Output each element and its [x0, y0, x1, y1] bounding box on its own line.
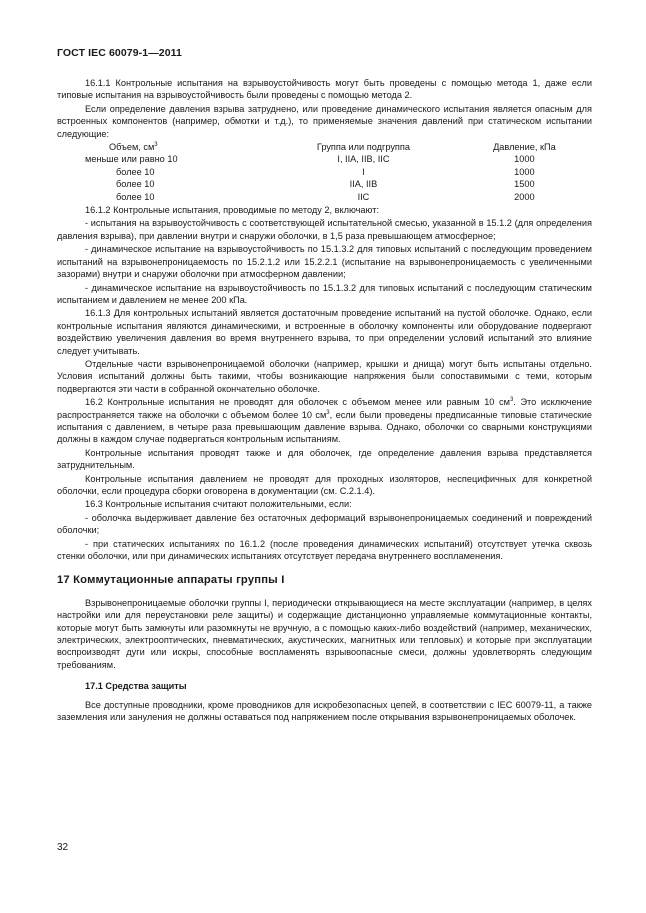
paragraph-16-1-2: 16.1.2 Контрольные испытания, проводимые по методу 2, включают: — [85, 205, 379, 216]
pressure-table — [57, 141, 592, 203]
section-heading-17: 17 Коммутационные аппараты группы I — [57, 574, 285, 587]
document-body — [57, 77, 592, 725]
table-cell-pressure: 2000 — [514, 191, 535, 202]
table-header-volume: Объем, $см^3$ — [109, 142, 158, 153]
paragraph-list-item: - оболочка выдерживает давление без остаточных деформаций взрывонепроницаемых соединений и повреждений оболочки; — [57, 512, 592, 536]
table-cell-group: I, IIA, IIB, IIC — [337, 154, 390, 165]
paragraph-16-3: 16.3 Контрольные испытания считают положительными, если: — [85, 499, 352, 510]
paragraph-list-item: - при статических испытаниях по 16.1.2 (после проведения динамических испытаний) отсутствует утечка сквозь стенки оболочки, или при динамических испытаниях отсутствует передача внутреннего воспламенения. — [57, 538, 592, 562]
paragraph-16-2: 16.2 Контрольные испытания не проводят для оболочек с объемом менее или равным 10 $см^3$. Это исключение распространяется также на оболочки с объемом более 10 $см^3$, если были проведены предписанные типовые статические испытания с давлением, в четыре раза превышающим давление взрыва. Однако, оболочки со сварными конструкциями должны в каждом случае подвергаться контрольным испытаниям. — [57, 397, 592, 445]
paragraph-section-17: Взрывонепроницаемые оболочки группы I, периодически открывающиеся на месте эксплуатации (например, в целях настройки или для переустановки реле защиты) и содержащие дистанционно управляемые коммутационные контакты, которые могут быть замкнуты или разомкнуты не вручную, а с помощью каких-либо воздействий (например, механических, электрических, электрооптических, пневматических, акустических, магнитных или тепловых) и которые при эксплуатации воспроизводят дуги или искры, способные воспламенять взрывоопасные смеси, должны удовлетворять следующим требованиям. — [57, 597, 592, 670]
table-cell-volume: более 10 — [116, 166, 155, 177]
table-row — [57, 153, 592, 165]
paragraph-16-1-3: 16.1.3 Для контрольных испытаний является достаточным проведение испытаний на пустой оболочке. Однако, если контрольные испытания являются динамическими, и встроенные в оболочку компоненты или оборудование подвергают воздействию увеличения давления во время внутреннего взрыва, то при определении условий испытаний это влияние следует учитывать. — [57, 308, 592, 356]
table-cell-group: I — [362, 166, 365, 177]
paragraph-17-1: Все доступные проводники, кроме проводников для искробезопасных цепей, в соответствии с IEC 60079-11, а также заземления или зануления не должны оставаться под напряжением после открывания взрывонепроницаемых оболочек. — [57, 699, 592, 723]
table-header-pressure: Давление, кПа — [493, 142, 556, 153]
table-cell-pressure: 1000 — [514, 166, 535, 177]
table-cell-group: IIA, IIB — [349, 179, 378, 190]
paragraph-list-item: - динамическое испытание на взрывоустойчивость по 15.1.3.2 для типовых испытаний с последующим статическим испытанием и давлением не менее 200 кПа. — [57, 282, 592, 305]
table-row — [57, 166, 592, 178]
paragraph-separate-parts: Отдельные части взрывонепроницаемой оболочки (например, крышки и днища) могут быть испытаны отдельно. Условия испытаний должны быть такими, чтобы возникающие напряжения были сопоставимыми с теми, которым подвергаются эти части в собранной окончательно оболочке. — [57, 358, 592, 394]
table-header-group: Группа или подгруппа — [316, 142, 410, 153]
table-cell-group: IIC — [357, 191, 370, 202]
paragraph-static-pressure: Если определение давления взрыва затруднено, или проведение динамического испытания является опасным для встроенных компонентов (например, обмотки и т.д.), то применяемые значения давлений при статическом испытании следующие: — [57, 103, 592, 139]
table-cell-pressure: 1500 — [514, 179, 535, 190]
document-header: ГОСТ IEC 60079-1—2011 — [57, 47, 182, 59]
table-cell-volume: более 10 — [116, 179, 155, 190]
paragraph-16-1-1: 16.1.1 Контрольные испытания на взрывоустойчивость могут быть проведены с помощью метода 1, даже если типовые испытания на взрывоустойчивость были проведены с помощью метода 2. — [57, 78, 592, 101]
table-cell-volume: меньше или равно 10 — [85, 154, 178, 165]
table-row — [57, 178, 592, 190]
paragraph-difficult-pressure: Контрольные испытания проводят также и для оболочек, где определение давления взрыва представляется затруднительным. — [57, 447, 592, 471]
paragraph-list-item: - динамическое испытание на взрывоустойчивость по 15.1.3.2 для типовых испытаний с последующим проведением испытаний на взрывонепроницаемость по 15.2.1.2 или 15.2.2.1 (испытание на взрывонепроницаемость с увеличенными зазорами) внутри и снаружи оболочки при атмосферном давлении; — [57, 244, 592, 280]
page-number: 32 — [57, 842, 69, 853]
table-row — [57, 191, 592, 203]
paragraph-list-item: - испытания на взрывоустойчивость с соответствующей испытательной смесью, указанной в 15.1.2 (для определения давления взрыва), при давлении внутри и снаружи оболочки, в 1,5 раза превышающем атмосферное; — [57, 218, 592, 241]
table-header-row — [57, 141, 592, 153]
table-cell-volume: более 10 — [116, 191, 155, 202]
paragraph-bushings: Контрольные испытания давлением не проводят для проходных изоляторов, неспецифичных для конкретной оболочки, если процедура сборки оговорена в документации (см. С.2.1.4). — [57, 473, 592, 496]
table-cell-pressure: 1000 — [514, 154, 535, 165]
subsection-heading-17-1: 17.1 Средства защиты — [85, 681, 187, 692]
